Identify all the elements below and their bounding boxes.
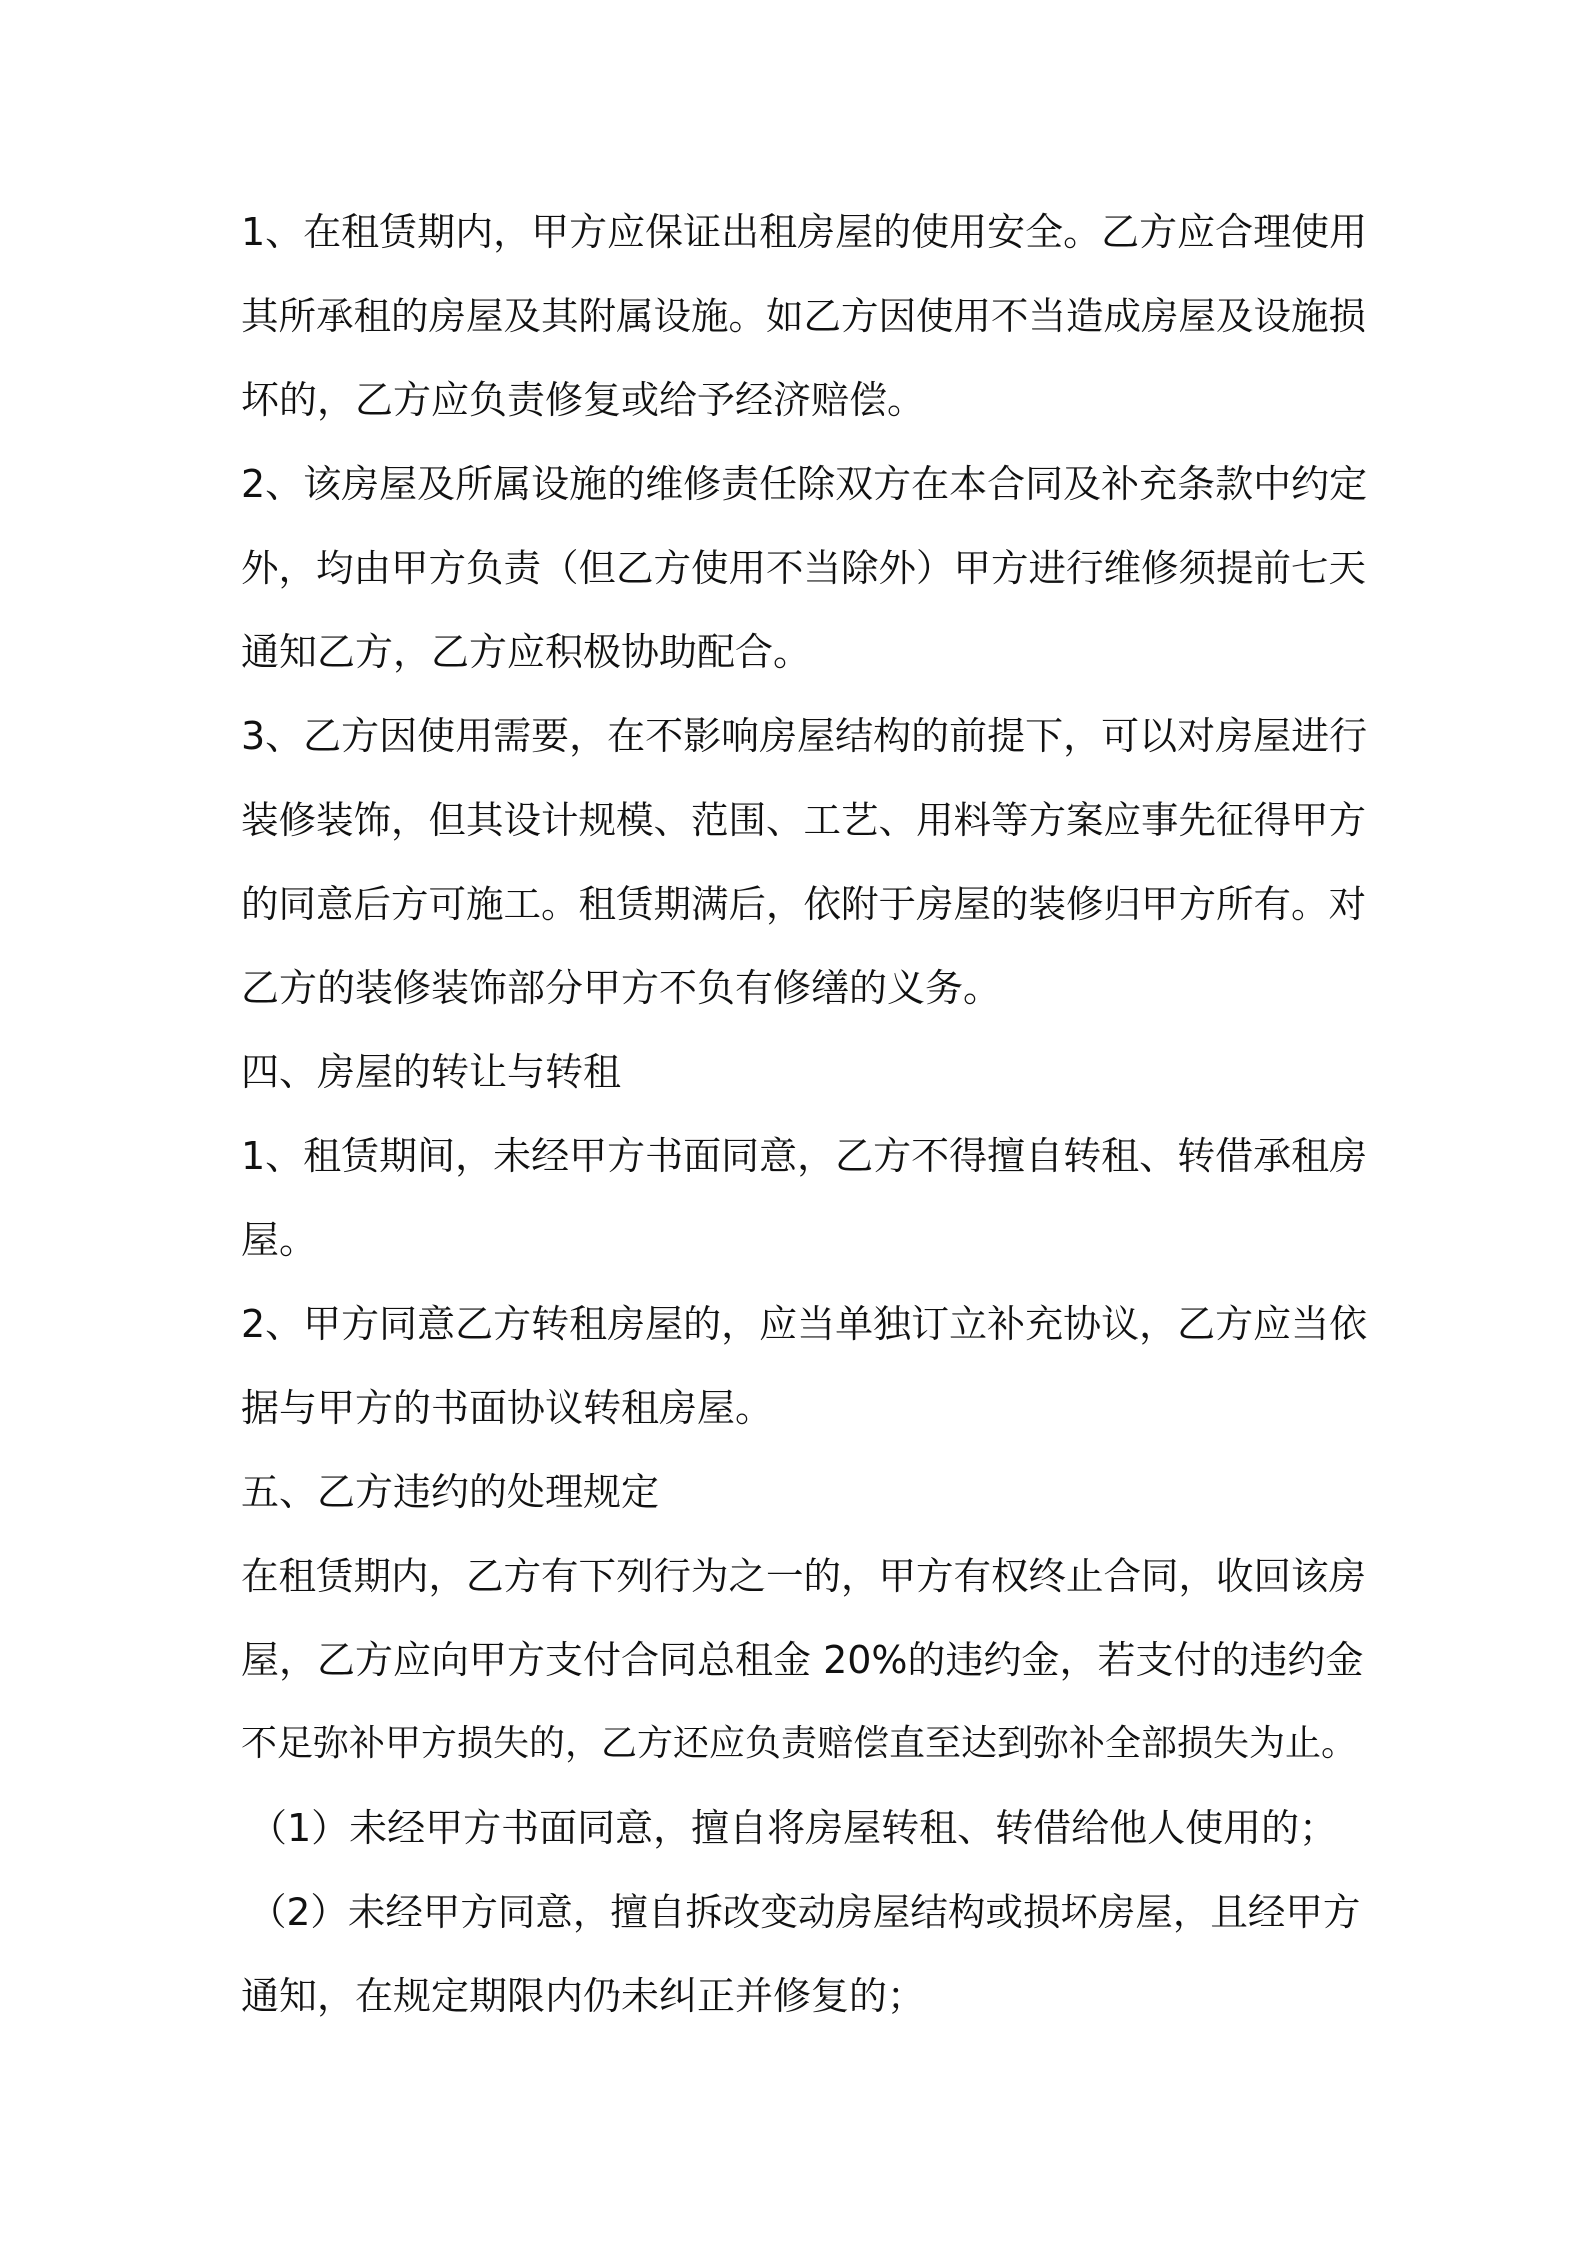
text-line: 装修装饰，但其设计规模、范围、工艺、用料等方案应事先征得甲方 xyxy=(241,798,1366,842)
text-line: 2、甲方同意乙方转租房屋的，应当单独订立补充协议，乙方应当依 xyxy=(241,1302,1368,1346)
list-item: （1）未经甲方书面同意，擅自将房屋转租、转借给他人使用的； xyxy=(249,1806,1338,1850)
section-heading: 五、乙方违约的处理规定 xyxy=(241,1470,660,1514)
contract-text xyxy=(241,190,1371,2038)
text-line: 其所承租的房屋及其附属设施。如乙方因使用不当造成房屋及设施损 xyxy=(241,294,1366,338)
text-line: 坏的，乙方应负责修复或给予经济赔偿。 xyxy=(241,378,926,422)
list-item: （2）未经甲方同意，擅自拆改变动房屋结构或损坏房屋，且经甲方 xyxy=(249,1890,1361,1934)
text-line: 通知乙方，乙方应积极协助配合。 xyxy=(241,630,812,674)
text-line: 通知，在规定期限内仍未纠正并修复的； xyxy=(241,1974,926,2018)
text-line: 外，均由甲方负责（但乙方使用不当除外）甲方进行维修须提前七天 xyxy=(241,546,1366,590)
text-line: 3、乙方因使用需要，在不影响房屋结构的前提下，可以对房屋进行 xyxy=(241,714,1368,758)
text-line: 屋。 xyxy=(241,1218,318,1262)
text-line: 屋，乙方应向甲方支付合同总租金 20%的违约金，若支付的违约金 xyxy=(241,1638,1364,1682)
text-line: 不足弥补甲方损失的，乙方还应负责赔偿直至达到弥补全部损失为止。 xyxy=(241,1723,1358,1764)
text-line: 在租赁期内，乙方有下列行为之一的，甲方有权终止合同，收回该房 xyxy=(241,1554,1366,1598)
text-line: 2、该房屋及所属设施的维修责任除双方在本合同及补充条款中约定 xyxy=(241,462,1368,506)
section-heading: 四、房屋的转让与转租 xyxy=(241,1050,622,1094)
text-line: 1、在租赁期内，甲方应保证出租房屋的使用安全。乙方应合理使用 xyxy=(241,210,1368,254)
text-line: 乙方的装修装饰部分甲方不负有修缮的义务。 xyxy=(241,966,1002,1010)
text-line: 的同意后方可施工。租赁期满后，依附于房屋的装修归甲方所有。对 xyxy=(241,882,1366,926)
text-line: 据与甲方的书面协议转租房屋。 xyxy=(241,1386,774,1430)
text-line: 1、租赁期间，未经甲方书面同意，乙方不得擅自转租、转借承租房 xyxy=(241,1134,1368,1178)
